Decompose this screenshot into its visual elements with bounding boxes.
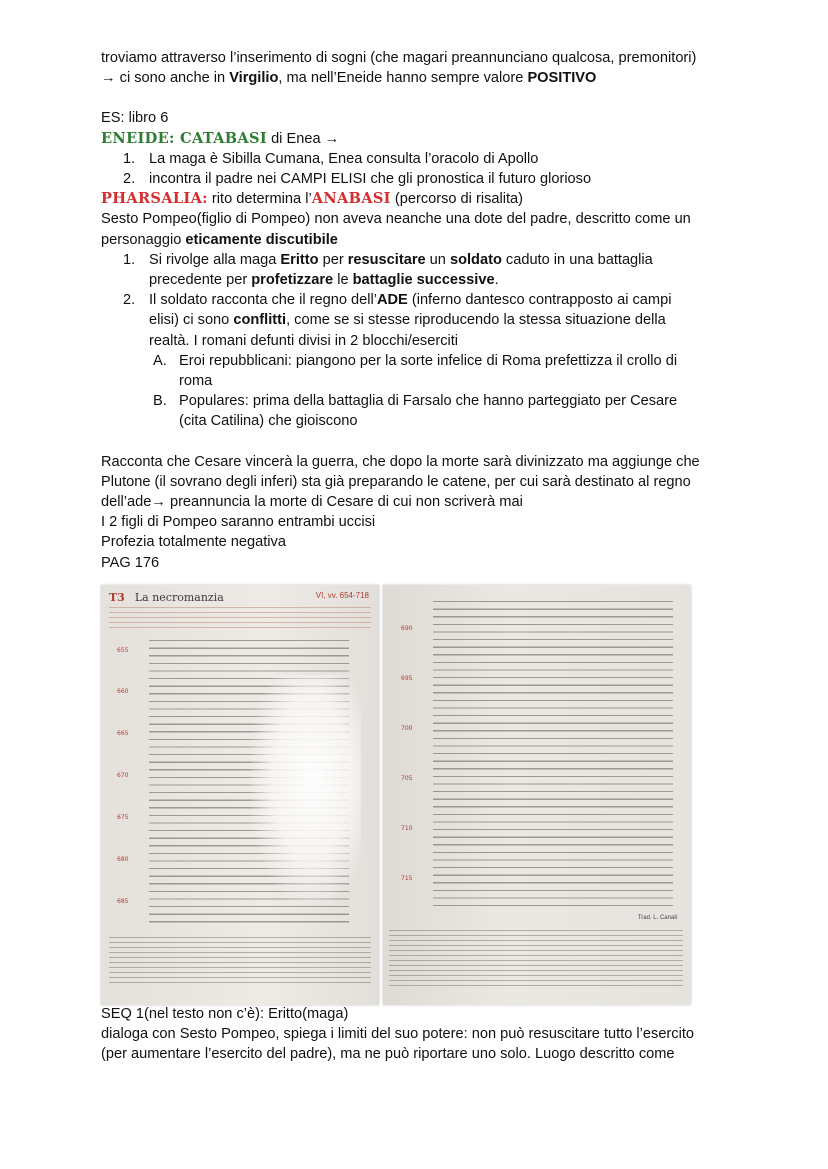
eneide-list xyxy=(101,149,741,189)
item-bold: soldato xyxy=(449,251,502,268)
sesto-text: personaggio xyxy=(101,231,186,248)
item-text: per xyxy=(318,251,348,268)
item-text: . xyxy=(494,272,499,289)
item-letter: B. xyxy=(153,393,167,410)
list-item xyxy=(101,250,741,290)
line-number: 675 xyxy=(117,814,129,821)
item-number: 1. xyxy=(123,150,136,167)
item-bold: Eritto xyxy=(280,251,319,268)
verses-reference: VI, vv. 654-718 xyxy=(315,591,369,600)
intro-text: → ci sono anche in xyxy=(101,70,230,87)
intro-line-2 xyxy=(101,68,741,88)
list-item xyxy=(101,391,741,431)
footnotes xyxy=(109,937,371,983)
pharsalia-line xyxy=(101,189,741,209)
item-text: (inferno dantesco contrapposto ai campi xyxy=(407,292,672,309)
seq-line: SEQ 1(nel testo non c’è): Eritto(maga) xyxy=(101,1006,349,1022)
item-number: 1. xyxy=(123,251,136,268)
eneide-rest: di Enea → xyxy=(267,130,340,147)
racconta-line: Racconta che Cesare vincerà la guerra, che dopo la morte sarà divinizzato ma aggiunge che xyxy=(101,453,700,470)
item-bold: conflitti xyxy=(233,312,287,329)
item-text: Eroi repubblicani: piangono per la sorte infelice di Roma prefettizza il crollo di xyxy=(179,352,678,369)
list-item xyxy=(101,169,741,189)
poem-lines xyxy=(433,601,673,911)
photo-left-page xyxy=(101,585,379,1005)
item-text: le xyxy=(333,272,353,289)
footnotes xyxy=(389,930,683,990)
line-number: 715 xyxy=(401,875,413,882)
seq-line: dialoga con Sesto Pompeo, spiega i limiti del suo potere: non può resuscitare tutto l’esercito xyxy=(101,1026,695,1043)
list-item xyxy=(101,149,741,169)
item-bold: ADE xyxy=(376,292,408,309)
item-number: 2. xyxy=(123,171,136,188)
section-header xyxy=(109,591,224,604)
sesto-line-2 xyxy=(101,230,741,250)
racconta-line: Plutone (il sovrano degli inferi) sta già preparando le catene, per cui sarà destinato al regno xyxy=(101,473,691,490)
textbook-photo xyxy=(101,585,691,1005)
racconta-line: dell’ade→ preannuncia la morte di Cesare di cui non scriverà mai xyxy=(101,494,523,511)
line-number: 660 xyxy=(117,688,129,695)
finger-glare xyxy=(251,675,361,905)
sesto-bold: eticamente discutibile xyxy=(185,231,338,248)
pharsalia-heading: PHARSALIA: xyxy=(101,190,208,208)
list-item xyxy=(101,351,741,391)
line-number: 670 xyxy=(117,772,129,779)
item-text: , come se si stesse riproducendo la stessa situazione della xyxy=(286,312,666,329)
racconta-line: Profezia totalmente negativa xyxy=(101,534,286,551)
item-text: elisi) ci sono xyxy=(149,312,234,329)
item-bold: profetizzare xyxy=(251,272,334,289)
item-text: incontra il padre nei CAMPI ELISI che gli pronostica il futuro glorioso xyxy=(149,171,592,188)
racconta-line: I 2 figli di Pompeo saranno entrambi uccisi xyxy=(101,514,376,531)
item-text: realtà. I romani defunti divisi in 2 blocchi/eserciti xyxy=(149,332,459,349)
intro-line-1: troviamo attraverso l’inserimento di sogni (che magari preannunciano qualcosa, premonitori) xyxy=(101,50,697,66)
line-number: 680 xyxy=(117,856,129,863)
item-letter: A. xyxy=(153,352,167,369)
translator-credit: Trad. L. Canali xyxy=(637,915,677,921)
sesto-line-1: Sesto Pompeo(figlio di Pompeo) non aveva neanche una dote del padre, descritto come un xyxy=(101,211,691,228)
item-text: (cita Catilina) che gioiscono xyxy=(179,413,358,430)
item-bold: resuscitare xyxy=(347,251,426,268)
line-number: 665 xyxy=(117,730,129,737)
virgilio-bold: Virgilio xyxy=(229,70,279,87)
section-title: La necromanzia xyxy=(134,591,224,604)
intro-text: , ma nell’Eneide hanno sempre valore xyxy=(278,70,528,87)
page-reference: PAG 176 xyxy=(101,554,160,571)
notes-document xyxy=(101,48,741,573)
seq-line: (per aumentare l’esercito del padre), ma ne può riportare uno solo. Luogo descritto come xyxy=(101,1046,675,1063)
anabasi-word: ANABASI xyxy=(311,190,391,208)
line-number: 695 xyxy=(401,675,413,682)
item-text: precedente per xyxy=(149,272,252,289)
line-number: 700 xyxy=(401,725,413,732)
line-number: 705 xyxy=(401,775,413,782)
seq-section xyxy=(101,1004,741,1065)
blocchi-list xyxy=(101,351,741,432)
item-text: La maga è Sibilla Cumana, Enea consulta l’oracolo di Apollo xyxy=(149,150,539,167)
item-text: caduto in una battaglia xyxy=(501,251,653,268)
item-number: 2. xyxy=(123,292,136,309)
line-number: 690 xyxy=(401,625,413,632)
line-number: 655 xyxy=(117,647,129,654)
item-text: Si rivolge alla maga xyxy=(149,251,281,268)
item-bold: battaglie successive xyxy=(352,272,495,289)
section-number: T3 xyxy=(109,591,125,604)
item-text: Il soldato racconta che il regno dell’ xyxy=(149,292,377,309)
intro-box xyxy=(109,607,371,631)
eneide-heading: ENEIDE: CATABASI xyxy=(101,129,268,147)
pharsalia-rest: rito determina l’ xyxy=(207,191,312,208)
item-text: Populares: prima della battaglia di Farsalo che hanno parteggiato per Cesare xyxy=(179,393,678,410)
item-text: roma xyxy=(179,373,213,390)
line-number: 685 xyxy=(117,898,129,905)
pharsalia-list xyxy=(101,250,741,351)
positivo-bold: POSITIVO xyxy=(527,70,597,87)
eneide-heading-line xyxy=(101,129,741,149)
list-item xyxy=(101,290,741,351)
example-label: ES: libro 6 xyxy=(101,110,169,127)
line-number: 710 xyxy=(401,825,413,832)
photo-right-page xyxy=(383,585,691,1005)
pharsalia-tail: (percorso di risalita) xyxy=(390,191,524,208)
item-text: un xyxy=(425,251,450,268)
